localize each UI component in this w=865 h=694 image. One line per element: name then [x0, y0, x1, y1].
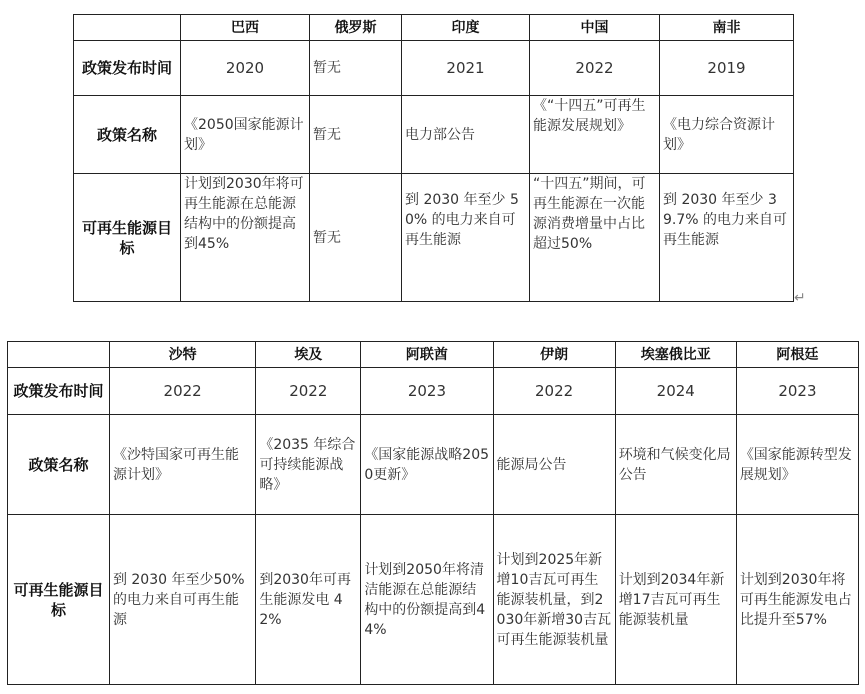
row-label: 政策名称 [8, 415, 110, 515]
header-cell: 俄罗斯 [310, 15, 402, 41]
header-cell: 印度 [402, 15, 530, 41]
table-cell: 2019 [660, 41, 794, 96]
table-cell: 计划到2050年将清洁能源在总能源结构中的份额提高到44% [361, 515, 493, 685]
policy-table-1 [73, 14, 794, 302]
table-cell: 2022 [256, 368, 361, 415]
table-cell: 《电力综合资源计划》 [660, 96, 794, 174]
table-cell: 环境和气候变化局公告 [615, 415, 736, 515]
table-cell: 计划到2025年新增10吉瓦可再生能源装机量，到2030年新增30吉瓦可再生能源装机量 [493, 515, 615, 685]
table-cell: 能源局公告 [493, 415, 615, 515]
table-cell: 计划到2030年将可再生能源发电占比提升至57% [736, 515, 858, 685]
row-label: 可再生能源目标 [8, 515, 110, 685]
table-cell: 到 2030 年至少 50% 的电力来自可再生能源 [402, 174, 530, 302]
table-row [8, 368, 859, 415]
header-cell [74, 15, 181, 41]
table-row [74, 174, 794, 302]
table-cell: 到 2030 年至少 39.7% 的电力来自可再生能源 [660, 174, 794, 302]
header-cell: 中国 [530, 15, 660, 41]
table-cell: 《沙特国家可再生能源计划》 [109, 415, 255, 515]
header-cell: 沙特 [109, 342, 255, 368]
row-label: 政策发布时间 [74, 41, 181, 96]
header-cell: 阿联酋 [361, 342, 493, 368]
table-cell: 暂无 [310, 174, 402, 302]
table-cell: “十四五”期间，可再生能源在一次能源消费增量中占比超过50% [530, 174, 660, 302]
table-header-row [8, 342, 859, 368]
table-cell: 2023 [736, 368, 858, 415]
header-cell [8, 342, 110, 368]
table-header-row [74, 15, 794, 41]
table-cell: 2023 [361, 368, 493, 415]
table-cell: 暂无 [310, 41, 402, 96]
header-cell: 埃塞俄比亚 [615, 342, 736, 368]
table-cell: 2022 [109, 368, 255, 415]
header-cell: 巴西 [181, 15, 310, 41]
table-cell: 2022 [493, 368, 615, 415]
table-cell: 计划到2030年将可再生能源在总能源结构中的份额提高到45% [181, 174, 310, 302]
table-cell: 2024 [615, 368, 736, 415]
table-cell: 《2050国家能源计划》 [181, 96, 310, 174]
header-cell: 埃及 [256, 342, 361, 368]
table-cell: 到2030年可再生能源发电 42% [256, 515, 361, 685]
table-cell: 《国家能源转型发展规划》 [736, 415, 858, 515]
row-label: 政策发布时间 [8, 368, 110, 415]
row-label: 可再生能源目标 [74, 174, 181, 302]
table-cell: 《国家能源战略2050更新》 [361, 415, 493, 515]
table-cell: 2020 [181, 41, 310, 96]
table-cell: 到 2030 年至少50%的电力来自可再生能源 [109, 515, 255, 685]
header-cell: 伊朗 [493, 342, 615, 368]
table-row [8, 415, 859, 515]
row-label: 政策名称 [74, 96, 181, 174]
table-cell: 计划到2034年新增17吉瓦可再生能源装机量 [615, 515, 736, 685]
table-cell: 《“十四五”可再生能源发展规划》 [530, 96, 660, 174]
table-row [74, 41, 794, 96]
header-cell: 南非 [660, 15, 794, 41]
table-row [8, 515, 859, 685]
table-cell: 2021 [402, 41, 530, 96]
paragraph-mark: ↵ [794, 290, 806, 306]
table-cell: 暂无 [310, 96, 402, 174]
table-cell: 《2035 年综合可持续能源战略》 [256, 415, 361, 515]
header-cell: 阿根廷 [736, 342, 858, 368]
table-row [74, 96, 794, 174]
table-cell: 2022 [530, 41, 660, 96]
policy-table-2 [7, 341, 859, 685]
table-cell: 电力部公告 [402, 96, 530, 174]
